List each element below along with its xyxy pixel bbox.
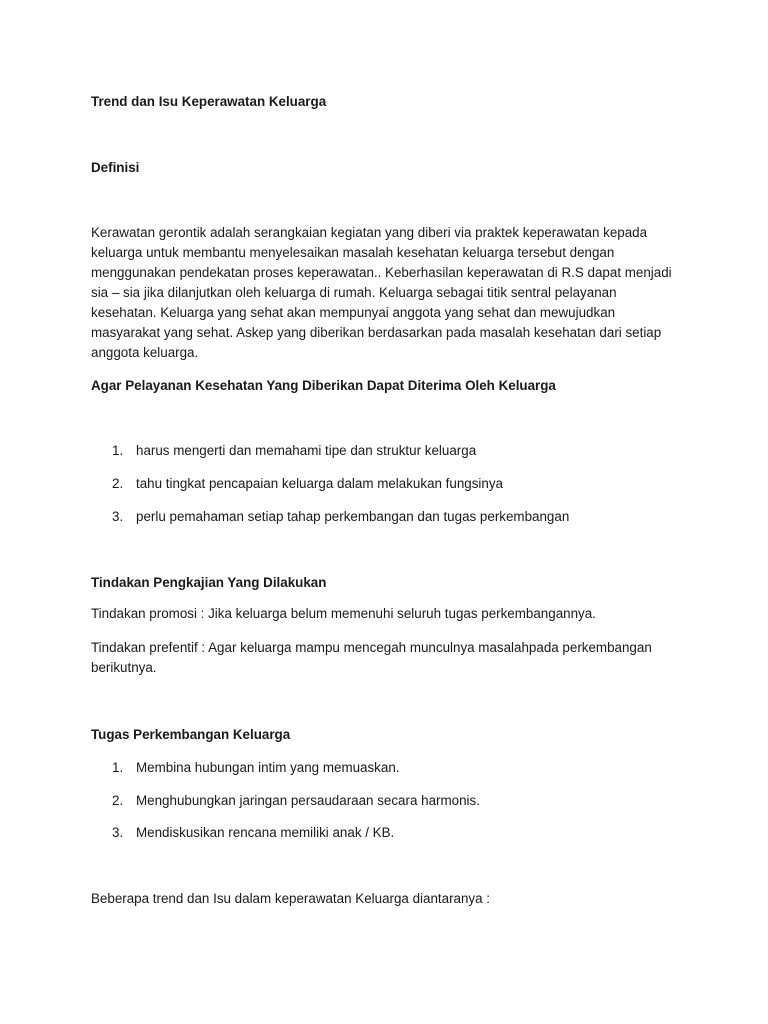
list-item-number: 2. xyxy=(112,476,124,491)
list-item-text: Membina hubungan intim yang memuaskan. xyxy=(136,760,400,775)
list-item-number: 1. xyxy=(112,443,124,458)
tindakan-prefentif-paragraph: Tindakan prefentif : Agar keluarga mampu mencegah munculnya masalahpada perkembangan berikutnya. xyxy=(91,640,652,675)
section-heading-tugas: Tugas Perkembangan Keluarga xyxy=(91,727,291,742)
list-item xyxy=(112,476,503,491)
definisi-paragraph: Kerawatan gerontik adalah serangkaian kegiatan yang diberi via praktek keperawatan kepada keluarga untuk membantu menyelesaikan masalah kesehatan keluarga tersebut dengan menggunakan pendekatan proses keperawatan.. Keberhasilan keperawatan di R.S dapat menjadi sia – sia jika dilanjutkan oleh keluarga di rumah. Keluarga sebagai titik sentral pelayanan kesehatan. Keluarga yang sehat akan mempunyai anggota yang sehat dan mewujudkan masyarakat yang sehat. Askep yang diberikan berdasarkan pada masalah kesehatan dari setiap anggota keluarga. xyxy=(91,225,672,360)
list-item xyxy=(112,760,400,775)
section-heading-tindakan: Tindakan Pengkajian Yang Dilakukan xyxy=(91,575,327,590)
list-item-text: perlu pemahaman setiap tahap perkembangan dan tugas perkembangan xyxy=(136,509,570,524)
list-item-text: Mendiskusikan rencana memiliki anak / KB. xyxy=(136,825,395,840)
closing-paragraph: Beberapa trend dan Isu dalam keperawatan Keluarga diantaranya : xyxy=(91,891,491,906)
section-heading-definisi: Definisi xyxy=(91,160,140,175)
list-item-text: harus mengerti dan memahami tipe dan struktur keluarga xyxy=(136,443,477,458)
list-item xyxy=(112,509,569,524)
list-item-text: Menghubungkan jaringan persaudaraan secara harmonis. xyxy=(136,793,480,808)
list-item-number: 1. xyxy=(112,760,124,775)
list-item-text: tahu tingkat pencapaian keluarga dalam melakukan fungsinya xyxy=(136,476,504,491)
section-heading-agar: Agar Pelayanan Kesehatan Yang Diberikan Dapat Diterima Oleh Keluarga xyxy=(91,378,556,393)
list-item xyxy=(112,443,476,458)
list-item-number: 3. xyxy=(112,825,124,840)
list-item xyxy=(112,793,480,808)
list-item-number: 2. xyxy=(112,793,124,808)
list-item-number: 3. xyxy=(112,509,124,524)
tindakan-promosi-paragraph: Tindakan promosi : Jika keluarga belum memenuhi seluruh tugas perkembangannya. xyxy=(91,606,596,621)
document-title: Trend dan Isu Keperawatan Keluarga xyxy=(91,94,327,109)
list-item xyxy=(112,825,394,840)
